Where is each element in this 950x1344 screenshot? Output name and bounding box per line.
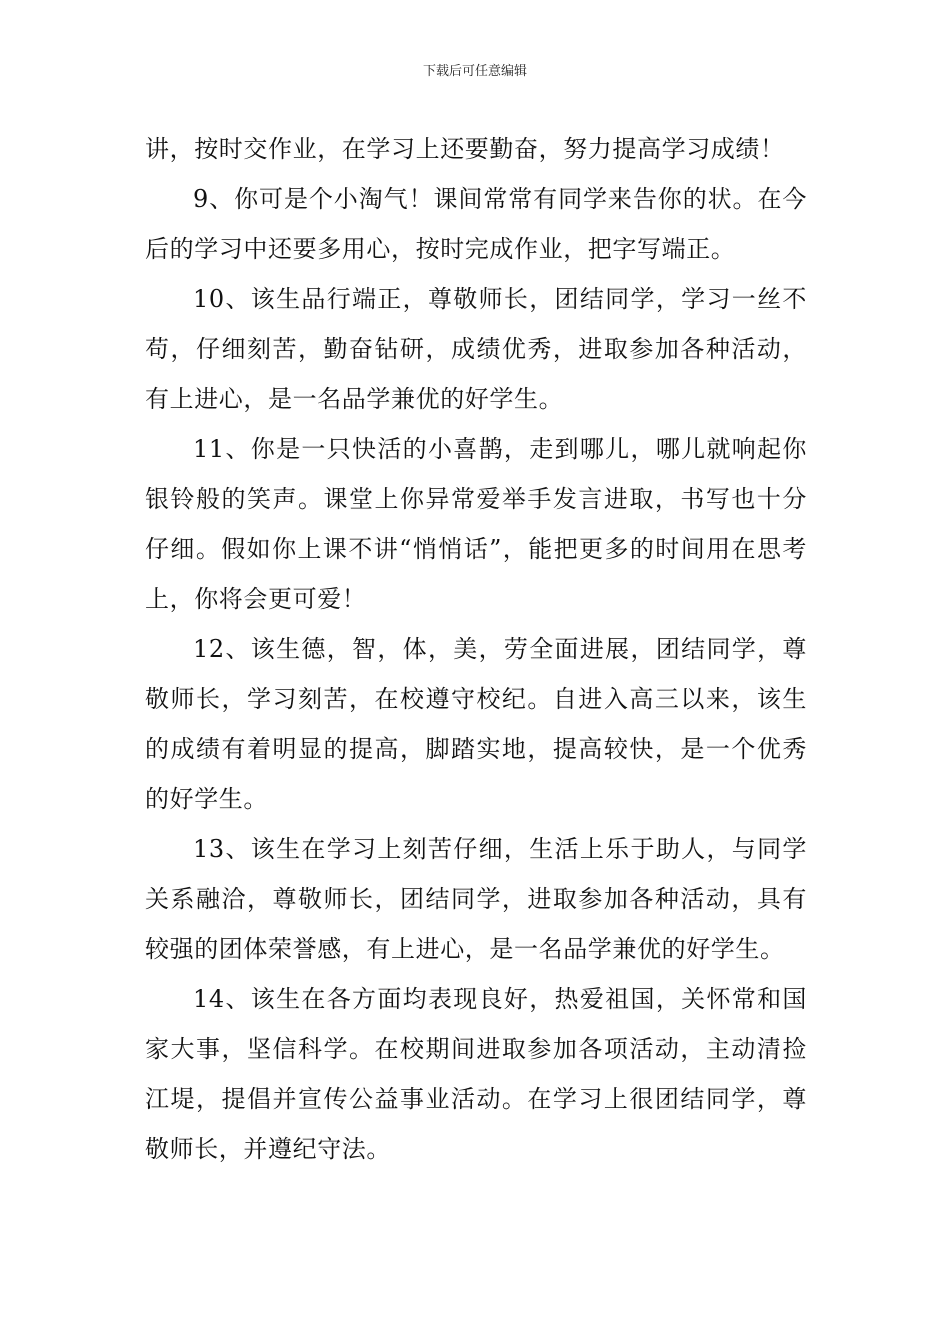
paragraph-9: 9、你可是个小淘气！课间常常有同学来告你的状。在今后的学习中还要多用心，按时完成作业，把字写端正。	[145, 185, 807, 263]
paragraph-11: 11、你是一只快活的小喜鹊，走到哪儿，哪儿就响起你银铃般的笑声。课堂上你异常爱举手发言进取，书写也十分仔细。假如你上课不讲“悄悄话”，能把更多的时间用在思考上，你将会更可爱！	[145, 435, 807, 613]
paragraph-continued: 讲，按时交作业，在学习上还要勤奋，努力提高学习成绩！	[145, 135, 785, 163]
paragraph-13: 13、该生在学习上刻苦仔细，生活上乐于助人，与同学关系融洽，尊敬师长，团结同学，进取参加各种活动，具有较强的团体荣誉感，有上进心，是一名品学兼优的好学生。	[145, 835, 807, 963]
paragraph-14: 14、该生在各方面均表现良好，热爱祖国，关怀常和国家大事，坚信科学。在校期间进取参加各项活动，主动清捡江堤，提倡并宣传公益事业活动。在学习上很团结同学，尊敬师长，并遵纪守法。	[145, 985, 807, 1163]
paragraph-12: 12、该生德，智，体，美，劳全面进展，团结同学，尊敬师长，学习刻苦，在校遵守校纪。自进入高三以来，该生的成绩有着明显的提高，脚踏实地，提高较快，是一个优秀的好学生。	[145, 635, 807, 813]
page-header-note: 下载后可任意编辑	[422, 64, 527, 79]
document-body	[145, 124, 807, 1174]
paragraph-10: 10、该生品行端正，尊敬师长，团结同学，学习一丝不苟，仔细刻苦，勤奋钻研，成绩优秀，进取参加各种活动，有上进心，是一名品学兼优的好学生。	[145, 285, 807, 413]
